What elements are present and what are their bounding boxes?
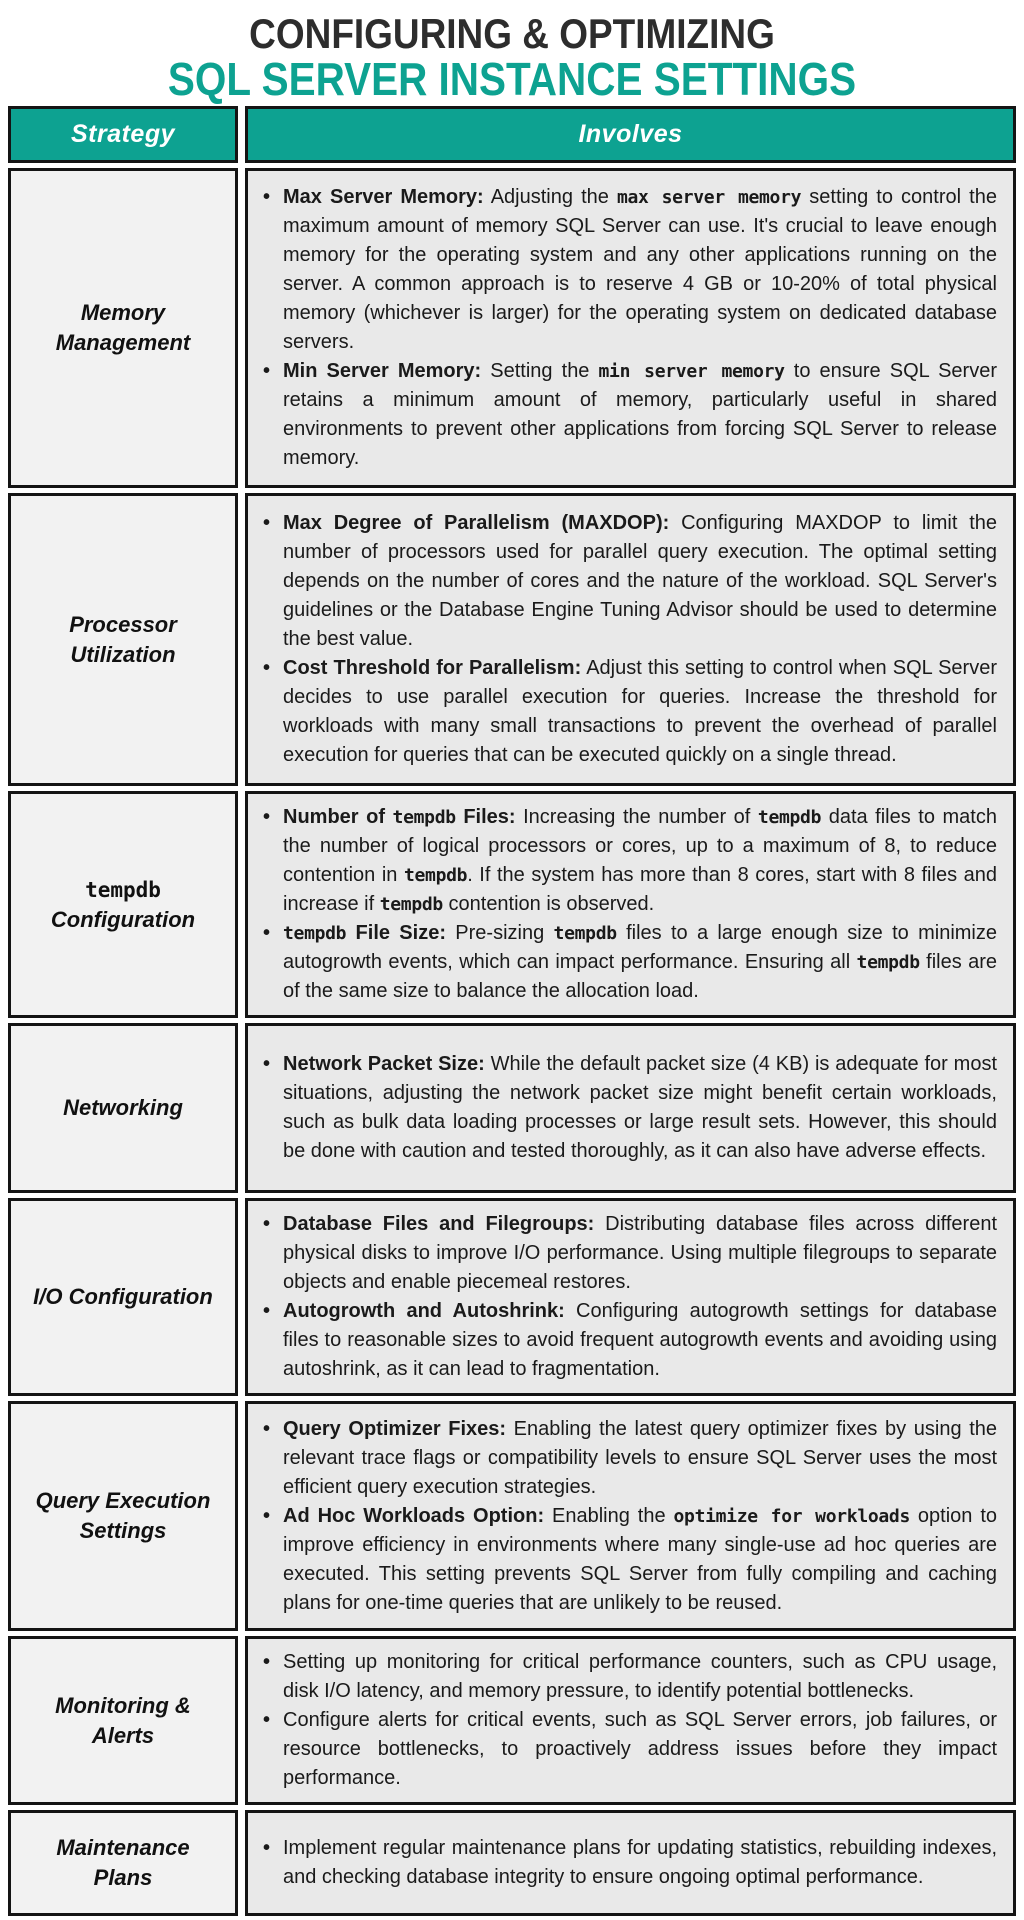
involves-cell <box>245 1636 1016 1805</box>
bullet-text: contention is observed. <box>442 893 655 915</box>
bullet-lead-text: Network Packet Size: <box>283 1053 485 1075</box>
bullet-item <box>248 1834 997 1892</box>
bullet-marker: • <box>263 1709 271 1731</box>
title-line-1: CONFIGURING & OPTIMIZING <box>249 10 775 57</box>
strategy-cell <box>8 1401 238 1631</box>
table-row <box>8 1810 1016 1916</box>
involves-cell <box>245 168 1016 488</box>
bullet-marker: • <box>263 657 271 679</box>
bullet-item <box>248 357 997 473</box>
code-term: tempdb <box>283 923 347 944</box>
strategy-label-line: tempdb <box>85 877 161 902</box>
bullet-lead-text: Query Optimizer Fixes: <box>283 1417 507 1440</box>
bullet-item <box>248 1297 997 1384</box>
page-title <box>0 0 1024 105</box>
bullet-item <box>248 509 997 654</box>
bullet-marker: • <box>263 1053 271 1075</box>
bullet-text: Configure alerts for critical events, such as SQL Server errors, job failures, or resource bottlenecks, to proactively address issues before they impact performance. <box>283 1709 997 1789</box>
strategy-label-line: Settings <box>79 1518 167 1543</box>
bullet-lead-text: File Size: <box>346 922 446 944</box>
bullet-text: Increasing the number of <box>515 806 758 828</box>
bullet-item <box>248 1706 997 1793</box>
table-row <box>8 168 1016 488</box>
bullet-item <box>248 1210 997 1297</box>
bullet-lead-text: Files: <box>455 806 516 828</box>
bullet-lead-text: Database Files and Filegroups: <box>283 1213 595 1235</box>
table-row <box>8 493 1016 786</box>
bullet-item <box>248 1648 997 1706</box>
strategy-cell <box>8 1636 238 1805</box>
strategy-cell <box>8 791 238 1018</box>
strategy-cell <box>8 1810 238 1916</box>
strategy-label-line: Plans <box>93 1865 153 1890</box>
involves-cell <box>245 1401 1016 1631</box>
strategy-header-label: Strategy <box>70 120 176 148</box>
bullet-marker: • <box>263 512 271 534</box>
strategy-label-line: Configuration <box>50 906 196 932</box>
bullet-marker: • <box>263 1417 271 1440</box>
strategy-label-line: Alerts <box>91 1722 155 1748</box>
title-line-2: SQL SERVER INSTANCE SETTINGS <box>167 53 857 105</box>
bullet-lead-text: Min Server Memory: <box>283 360 482 382</box>
bullet-item <box>248 1502 997 1618</box>
bullet-text: files are of the same size to balance the allocation load. <box>283 951 997 1002</box>
strategy-label-line: Networking <box>63 1095 183 1120</box>
bullet-item <box>248 654 997 770</box>
bullet-item <box>248 803 997 919</box>
bullet-lead-text: Autogrowth and Autoshrink: <box>283 1300 565 1322</box>
bullet-text: to ensure SQL Server retains a minimum amount of memory, particularly useful in shared environments to prevent other applications from forcing SQL Server to release memory. <box>283 360 997 469</box>
strategy-cell <box>8 493 238 786</box>
strategy-label-line: Utilization <box>70 641 176 667</box>
involves-cell <box>245 1023 1016 1193</box>
bullet-text: Pre-sizing <box>446 922 554 944</box>
bullet-lead-text: Ad Hoc Workloads Option: <box>283 1504 545 1527</box>
bullet-marker: • <box>263 1837 271 1859</box>
code-term: optimize for workloads <box>673 1505 911 1527</box>
bullet-marker: • <box>263 1504 271 1527</box>
table-header-row <box>8 106 1016 163</box>
involves-cell <box>245 1810 1016 1916</box>
strategy-label-line: Memory <box>80 300 166 325</box>
bullet-lead-text: Max Degree of Parallelism (MAXDOP): <box>283 512 670 534</box>
bullet-text: Enabling the <box>544 1504 674 1527</box>
strategy-cell <box>8 1023 238 1193</box>
strategy-label-line: Query Execution <box>35 1488 211 1513</box>
bullet-text: Configuring autogrowth settings for database files to reasonable sizes to avoid frequent autogrowth events and avoiding using autoshrink, as it can lead to fragmentation. <box>283 1300 997 1380</box>
table-row <box>8 1636 1016 1805</box>
bullet-text: Enabling the latest query optimizer fixes by using the relevant trace flags or compatibility levels to ensure SQL Server uses the most efficient query execution strategies. <box>283 1417 997 1498</box>
code-term: tempdb <box>757 807 822 828</box>
code-term: tempdb <box>403 865 468 886</box>
bullet-marker: • <box>263 922 271 944</box>
code-term: min server memory <box>598 361 785 382</box>
bullet-item <box>248 919 997 1006</box>
bullet-text: Implement regular maintenance plans for updating statistics, rebuilding indexes, and checking database integrity to ensure ongoing optimal performance. <box>283 1837 997 1888</box>
involves-cell <box>245 493 1016 786</box>
bullet-text: option to improve efficiency in environments where many single-use ad hoc queries are executed. This setting prevents SQL Server from fully compiling and caching plans for one-time queries that are unlikely to be reused. <box>283 1504 997 1614</box>
bullet-lead-text: Cost Threshold for Parallelism: <box>283 657 582 679</box>
strategy-label-line: Maintenance <box>56 1835 190 1860</box>
bullet-marker: • <box>263 1300 271 1322</box>
strategy-table <box>8 106 1016 1916</box>
bullet-marker: • <box>263 360 271 382</box>
involves-header-label: Involves <box>578 120 683 148</box>
code-term: tempdb <box>392 807 456 828</box>
involves-header-cell <box>245 106 1016 163</box>
bullet-item <box>248 1050 997 1166</box>
bullet-item <box>248 1415 997 1502</box>
code-term: tempdb <box>856 952 920 973</box>
bullet-lead-text: Max Server Memory: <box>283 186 484 208</box>
bullet-marker: • <box>263 186 271 208</box>
table-row <box>8 791 1016 1018</box>
code-term: tempdb <box>379 894 443 915</box>
bullet-lead-text: Number of <box>283 806 393 828</box>
bullet-text: Configuring MAXDOP to limit the number of processors used for parallel query execution. The optimal setting depends on the number of cores and the nature of the workload. SQL Server's guidelines or the Database Engine Tuning Advisor should be used to determine the best value. <box>283 512 997 650</box>
bullet-text: While the default packet size (4 KB) is adequate for most situations, adjusting the network packet size might benefit certain workloads, such as bulk data loading processes or large result sets. However, this should be done with caution and tested thoroughly, as it can also have adverse effects. <box>283 1053 997 1162</box>
code-term: tempdb <box>553 923 617 944</box>
bullet-marker: • <box>263 1213 271 1235</box>
bullet-marker: • <box>263 806 271 828</box>
bullet-text: setting to control the maximum amount of memory SQL Server can use. It's crucial to leave enough memory for the operating system and any other applications running on the server. A common approach is to reserve 4 GB or 10-20% of total physical memory (whichever is larger) for the operating system on dedicated database servers. <box>283 186 997 353</box>
bullet-text: Setting up monitoring for critical performance counters, such as CPU usage, disk I/O latency, and memory pressure, to identify potential bottlenecks. <box>283 1651 997 1702</box>
bullet-item <box>248 183 997 357</box>
strategy-cell <box>8 1198 238 1396</box>
bullet-text: Distributing database files across different physical disks to improve I/O performance. Using multiple filegroups to separate objects and enable piecemeal restores. <box>283 1213 997 1293</box>
table-row <box>8 1023 1016 1193</box>
strategy-label-line: Processor <box>69 611 177 637</box>
bullet-text: files to a large enough size to minimize autogrowth events, which can impact performance. Ensuring all <box>283 922 997 973</box>
bullet-text: . If the system has more than 8 cores, start with 8 files and increase if <box>283 864 997 915</box>
table-row <box>8 1198 1016 1396</box>
bullet-text: Setting the <box>481 360 599 382</box>
code-term: max server memory <box>616 187 802 208</box>
involves-cell <box>245 1198 1016 1396</box>
bullet-marker: • <box>263 1651 271 1673</box>
bullet-text: data files to match the number of logical processors or cores, up to a maximum of 8, to reduce contention in <box>283 806 997 886</box>
strategy-label-line: Management <box>55 330 191 355</box>
involves-cell <box>245 791 1016 1018</box>
strategy-label-line: I/O Configuration <box>33 1284 213 1309</box>
table-row <box>8 1401 1016 1631</box>
strategy-header-cell <box>8 106 238 163</box>
strategy-label-line: Monitoring & <box>55 1692 191 1718</box>
bullet-text: Adjusting the <box>483 186 617 208</box>
strategy-cell <box>8 168 238 488</box>
bullet-text: Adjust this setting to control when SQL Server decides to use parallel execution for queries. Increase the threshold for workloads with many small transactions to prevent the overhead of parallel execution for queries that can be executed quickly on a single thread. <box>283 657 997 766</box>
